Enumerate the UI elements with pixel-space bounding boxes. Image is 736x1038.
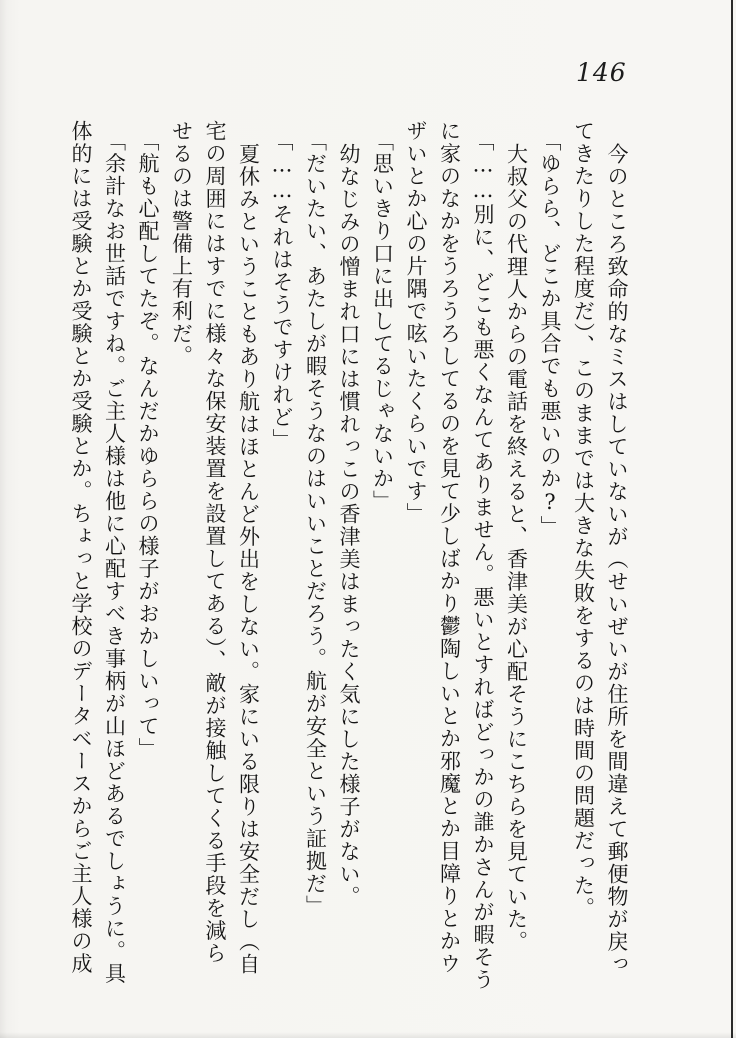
text-line-4: 大叔父の代理人からの電話を終えると、香津美が心配そうにこちらを見ていた。 <box>504 142 529 953</box>
text-line-2: てきたりした程度だ）、このままでは大きな失敗をするのは時間の問題だった。 <box>571 120 596 920</box>
text-line-17: 体的には受験とか受験とか受験とか。ちょっと学校のデータベースからご主人様の成 <box>69 120 93 975</box>
text-line-15: 「航も心配してたぞ。なんだかゆららの様子がおかしいって」 <box>136 130 160 760</box>
text-line-8: 「思いきり口に出してるじゃないか」 <box>370 130 395 513</box>
page-edge-line <box>731 0 733 1038</box>
text-block <box>64 120 634 1000</box>
text-line-5: 「……別に、どこも悪くなんてありません。悪いとすればどっかの誰かさんが暇そう <box>471 130 495 991</box>
text-line-1: 今のところ致命的なミスはしていないが（せいぜいが住所を間違えて郵便物が戻っ <box>605 142 629 975</box>
text-line-3: 「ゆらら、どこか具合でも悪いのか?」 <box>538 130 562 538</box>
text-line-16: 「余計なお世話ですね。ご主人様は他に心配すべき事柄が山ほどあるでしょうに。具 <box>102 130 127 985</box>
text-line-6: に家のなかをうろうろしてるのを見て少しばかり鬱陶しいとか邪魔とか目障りとかウ <box>437 120 462 975</box>
text-line-11: 「……それはそうですけれど」 <box>270 130 294 451</box>
text-line-13: 宅の周囲にはすでに様々な保安装置を設置してある）、敵が接触してくる手段を減ら <box>203 120 227 965</box>
text-line-10: 「だいたい、あたしが暇そうなのはいいことだろう。航が安全という証拠だ」 <box>303 130 328 918</box>
scan-bottom-shadow <box>0 1032 736 1038</box>
text-line-14: せるのは警備上有利だ。 <box>169 120 194 368</box>
text-line-7: ザいとか心の片隅で呟いたくらいです」 <box>404 120 428 525</box>
text-line-9: 幼なじみの憎まれ口には慣れっこの香津美はまったく気にした様子がない。 <box>337 142 361 908</box>
page-number: 146 <box>576 58 627 87</box>
text-line-12: 夏休みということもあり航はほとんど外出をしない。家にいる限りは安全だし（自 <box>236 142 261 975</box>
